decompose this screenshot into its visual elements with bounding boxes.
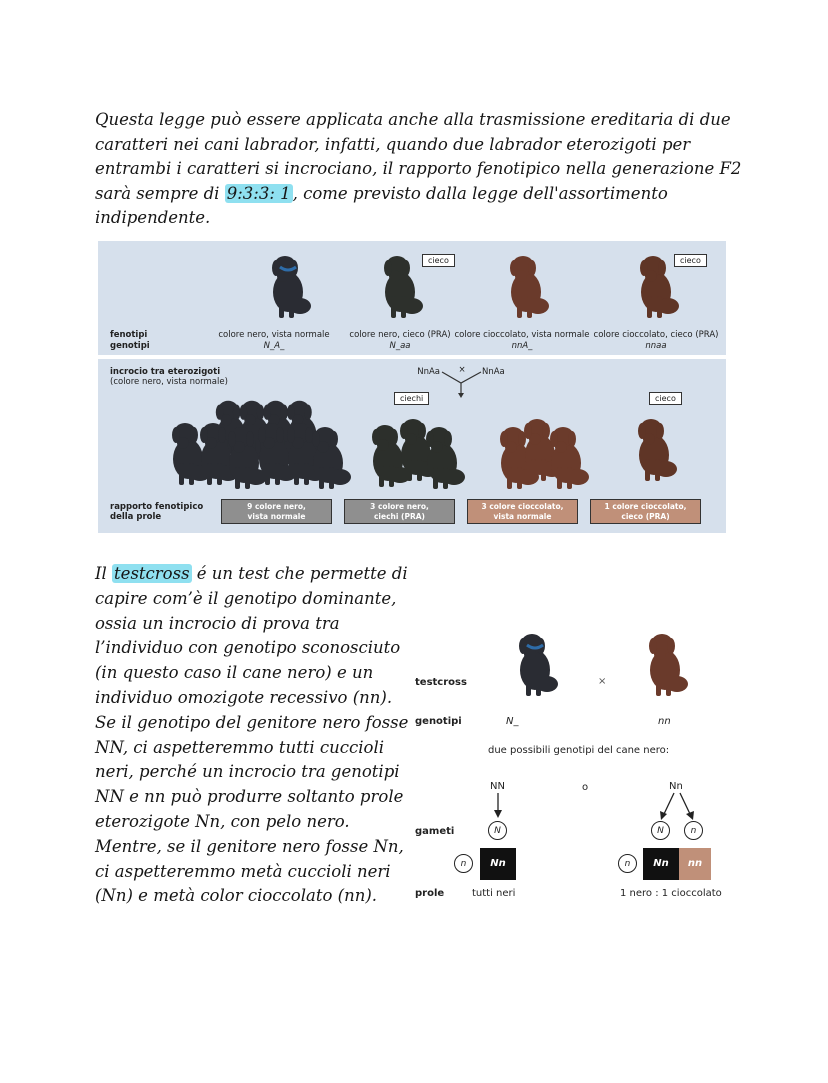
cell-Nn-2: Nn — [643, 848, 679, 880]
dihybrid-cross-figure — [98, 241, 726, 533]
ratio-box-3: 3 colore cioccolato, vista normale — [467, 499, 578, 524]
genotype-3: nnA_ — [511, 341, 533, 351]
cross-arrow-icon — [442, 372, 481, 395]
phenotype-4: colore cioccolato, cieco (PRA) — [593, 330, 719, 340]
ratio-box-4: 1 colore cioccolato, cieco (PRA) — [590, 499, 701, 524]
tag-cieco-1: cieco — [422, 254, 455, 267]
cross-symbol: × — [458, 365, 466, 375]
cross-title: incrocio tra eterozigoti — [110, 367, 221, 377]
label-testcross: testcross — [415, 677, 467, 688]
gamete-N-2: N — [651, 821, 670, 840]
ratio-label-1: rapporto fenotipico — [110, 502, 204, 512]
or-text: o — [582, 782, 589, 793]
label-genotypes: genotipi — [415, 716, 462, 727]
testcross-highlight: testcross — [114, 564, 190, 583]
parent-1-genotype: NnAa — [417, 367, 440, 377]
tag-cieco-3: cieco — [649, 392, 682, 405]
option-NN: NN — [490, 781, 505, 792]
three-chocolate-dogs-icon — [500, 419, 589, 489]
phenotype-2: colore nero, cieco (PRA) — [349, 330, 451, 340]
dog-chocolate-normal-icon — [510, 256, 549, 318]
cross-subtitle: (colore nero, vista normale) — [110, 377, 228, 387]
gamete-n-right: n — [618, 854, 637, 873]
ratio-box-2: 3 colore nero, ciechi (PRA) — [344, 499, 455, 524]
tag-ciechi: ciechi — [394, 392, 429, 405]
nine-black-dogs-icon — [172, 401, 351, 489]
ratio-label-2: della prole — [110, 512, 162, 522]
tag-cieco-2: cieco — [674, 254, 707, 267]
parent-2-genotype: NnAa — [482, 367, 505, 377]
testcross-paragraph: Il testcross é un test che permette di capire com’è il genotipo dominante, ossia un incrocio di prova tra l’individuo con genotipo sconosciuto (in questo caso il cane nero) e un individuo omozigote recessivo (nn). Se il genotipo del genitore nero fosse NN, ci aspetteremmo tutti cuccioli neri, perché un incrocio tra genotipi NN e nn può produrre soltanto prole eterozigote Nn, con pelo nero. Mentre, se il genitore nero fosse Nn, ci aspetteremmo metà cuccioli neri (Nn) e metà color cioccolato (nn). — [95, 564, 409, 906]
ratio-highlight: 9:3:3: 1 — [226, 183, 291, 203]
option-Nn: Nn — [669, 781, 683, 792]
chocolate-dog-genotype: nn — [658, 716, 671, 727]
row-label-phenotypes: fenotipi — [110, 330, 148, 340]
black-dog-icon — [519, 634, 558, 696]
result-all-black: tutti neri — [472, 888, 516, 899]
genotype-2: N_aa — [389, 341, 411, 351]
one-chocolate-blind-dog-icon — [638, 419, 677, 481]
gamete-n-left: n — [454, 854, 473, 873]
result-ratio: 1 nero : 1 cioccolato — [620, 888, 722, 899]
label-gametes: gameti — [415, 826, 455, 837]
cell-Nn-1: Nn — [480, 848, 516, 880]
chocolate-dog-icon — [649, 634, 688, 696]
phenotype-1: colore nero, vista normale — [218, 330, 330, 340]
gamete-N-1: N — [488, 821, 507, 840]
testcross-figure — [410, 620, 730, 910]
dog-black-blind-icon — [384, 256, 423, 318]
cross-symbol-2: × — [598, 676, 607, 687]
arrow-nn-split-icon — [664, 793, 674, 814]
row-label-genotypes: genotipi — [110, 341, 150, 351]
genotype-4: nnaa — [645, 341, 667, 351]
dog-black-normal-icon — [272, 256, 311, 318]
label-offspring: prole — [415, 888, 445, 899]
black-dog-genotype: N_ — [506, 716, 519, 727]
genotype-1: N_A_ — [263, 341, 285, 351]
ratio-box-1: 9 colore nero, vista normale — [221, 499, 332, 524]
phenotype-panel — [98, 241, 726, 355]
phenotype-3: colore cioccolato, vista normale — [454, 330, 590, 340]
intro-paragraph: Questa legge può essere applicata anche alla trasmissione ereditaria di due caratteri nei cani labrador, infatti, quando due labrador eterozigoti per entrambi i caratteri si incrociano, il rapporto fenotipico nella generazione F2 sarà sempre di 9:3:3: 1 , come previsto dalla legge dell'assortimento indipendente. — [95, 110, 742, 227]
caption: due possibili genotipi del cane nero: — [488, 745, 670, 756]
gamete-n-2: n — [684, 821, 703, 840]
cell-nn: nn — [679, 848, 711, 880]
three-black-blind-dogs-icon — [372, 419, 465, 489]
